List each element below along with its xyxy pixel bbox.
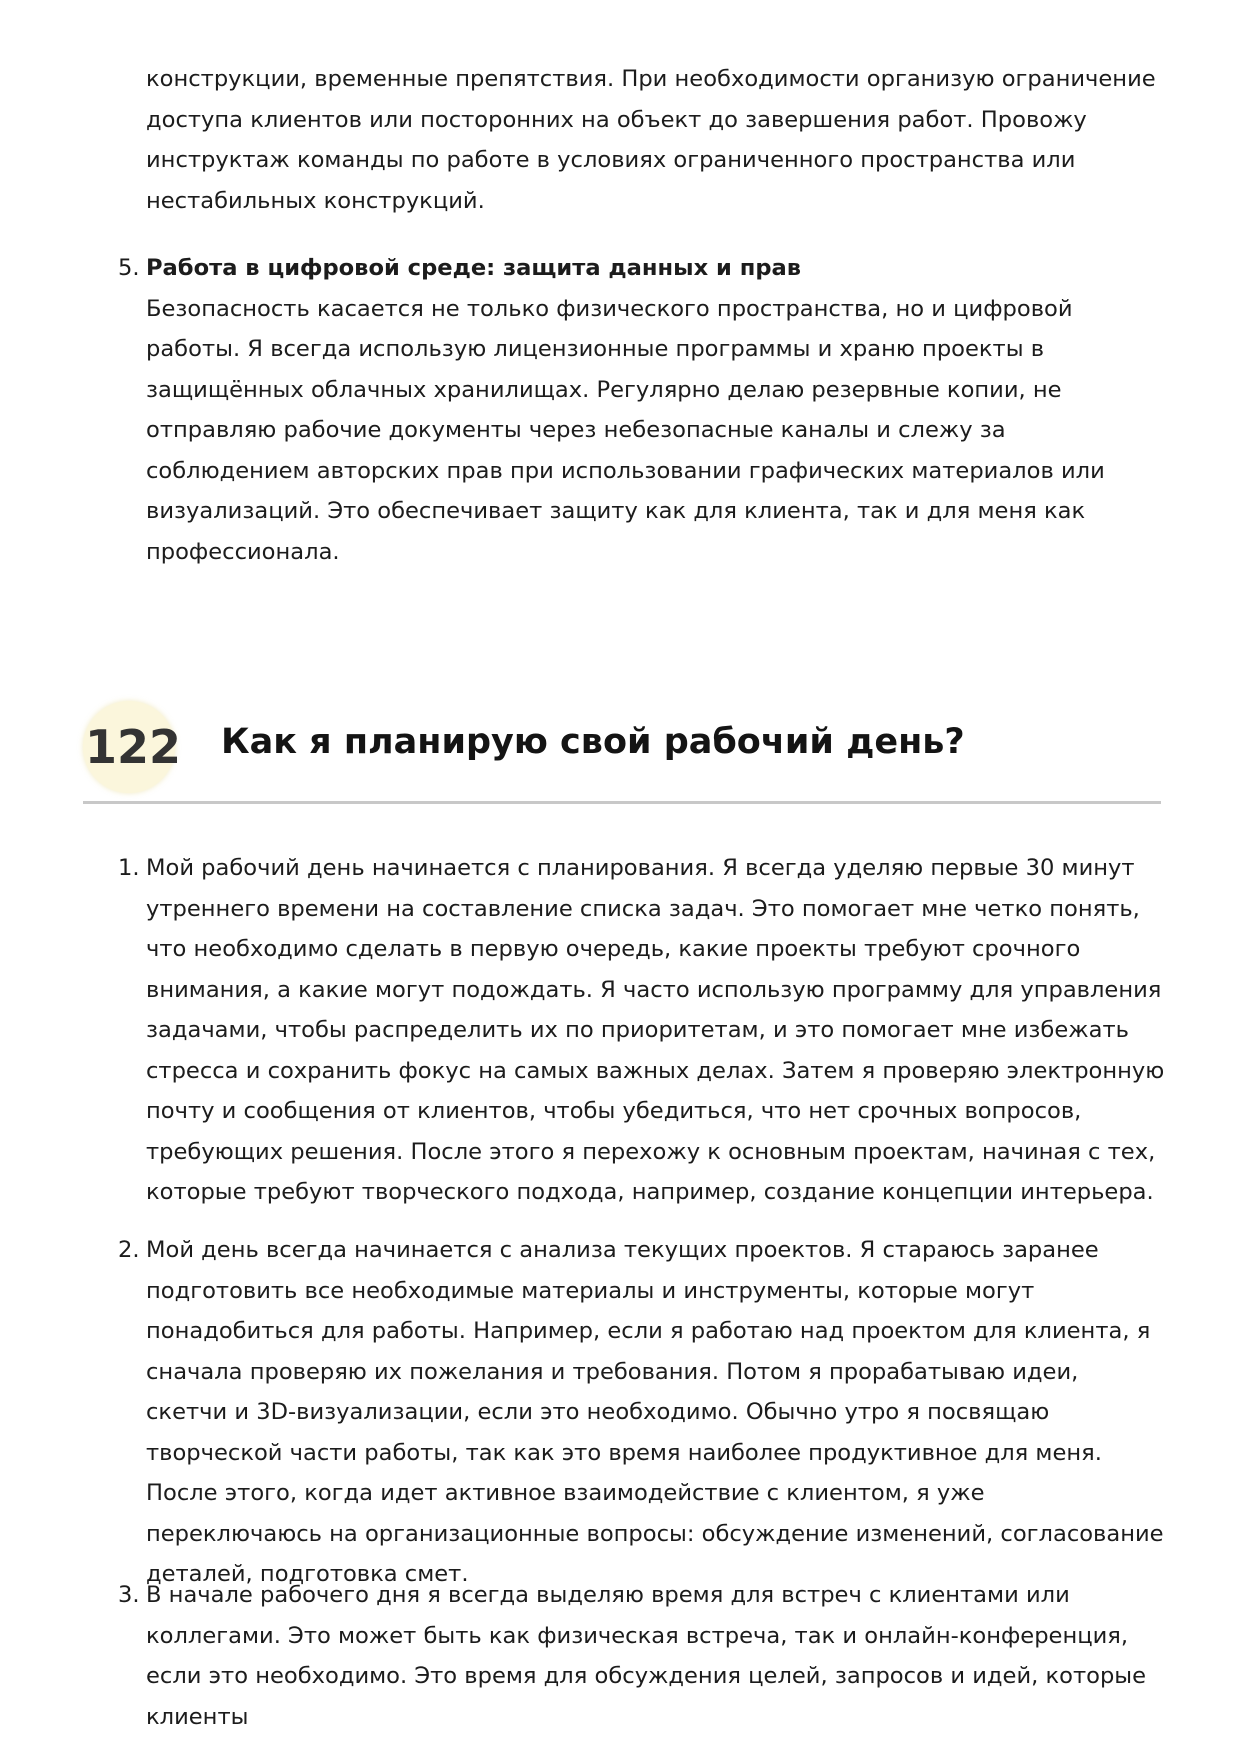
list-item-text: Безопасность касается не только физического пространства, но и цифровой работы. Я всегда использую лицензионные программы и храню проекты в защищённых облачных хранилищах. Регулярно делаю резервные копии, не отправляю рабочие документы через небезопасные каналы и слежу за соблюдением авторских прав при использовании графических материалов или визуализаций. Это обеспечивает защиту как для клиента, так и для меня как профессионала.	[146, 295, 1105, 565]
list-item-2	[118, 1230, 1166, 1595]
list-number: 5.	[118, 255, 140, 281]
section-number-badge	[83, 701, 182, 793]
list-item-1	[118, 848, 1166, 1213]
list-item-5	[118, 248, 1166, 572]
list-item-text: Мой рабочий день начинается с планирования. Я всегда уделяю первые 30 минут утреннего времени на составление списка задач. Это помогает мне четко понять, что необходимо сделать в первую очередь, какие проекты требуют срочного внимания, а какие могут подождать. Я часто использую программу для управления задачами, чтобы распределить их по приоритетам, и это помогает мне избежать стресса и сохранить фокус на самых важных делах. Затем я проверяю электронную почту и сообщения от клиентов, чтобы убедиться, что нет срочных вопросов, требующих решения. После этого я перехожу к основным проектам, начиная с тех, которые требуют творческого подхода, например, создание концепции интерьера.	[146, 855, 1165, 1205]
list-item-title: Работа в цифровой среде: защита данных и прав	[146, 255, 802, 281]
list-item-3	[118, 1575, 1166, 1737]
continuation-text: конструкции, временные препятствия. При необходимости организую ограничение доступа клиентов или посторонних на объект до завершения работ. Провожу инструктаж команды по работе в условиях ограниченного пространства или нестабильных конструкций.	[146, 66, 1156, 214]
continuation-paragraph	[146, 59, 1166, 221]
list-item-text: Мой день всегда начинается с анализа текущих проектов. Я стараюсь заранее подготовить все необходимые материалы и инструменты, которые могут понадобиться для работы. Например, если я работаю над проектом для клиента, я сначала проверяю их пожелания и требования. Потом я прорабатываю идеи, скетчи и 3D-визуализации, если это необходимо. Обычно утро я посвящаю творческой части работы, так как это время наиболее продуктивное для меня. После этого, когда идет активное взаимодействие с клиентом, я уже переключаюсь на организационные вопросы: обсуждение изменений, согласование деталей, подготовка смет.	[146, 1237, 1164, 1587]
heading-divider	[83, 801, 1161, 804]
list-number: 2.	[118, 1237, 140, 1263]
section-number: 122	[84, 720, 182, 774]
list-number: 3.	[118, 1582, 140, 1608]
section-title: Как я планирую свой рабочий день?	[221, 722, 965, 762]
list-item-text: В начале рабочего дня я всегда выделяю время для встреч с клиентами или коллегами. Это может быть как физическая встреча, так и онлайн-конференция, если это необходимо. Это время для обсуждения целей, запросов и идей, которые клиенты	[146, 1582, 1147, 1730]
list-number: 1.	[118, 855, 140, 881]
section-heading	[83, 694, 1161, 804]
